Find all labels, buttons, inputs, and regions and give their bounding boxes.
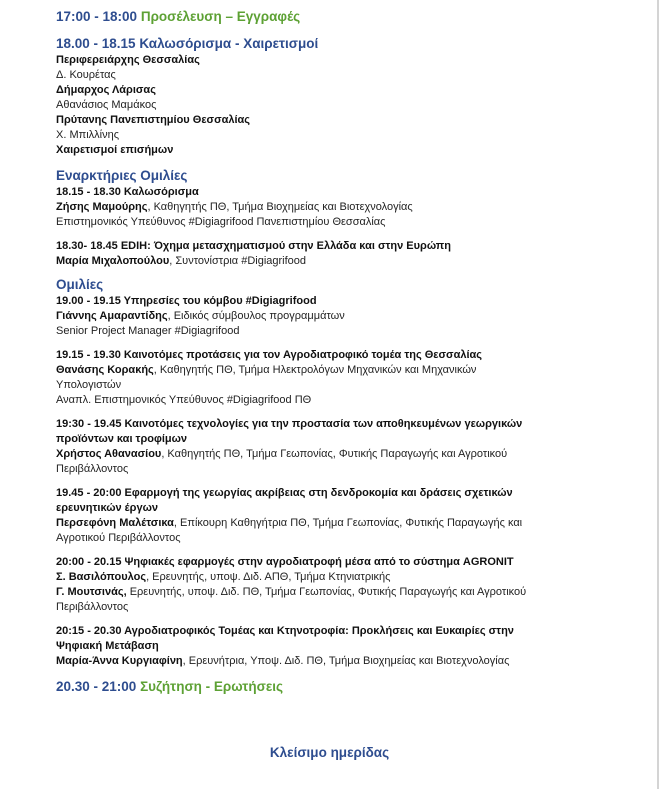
line-normal-text: Δ. Κουρέτας bbox=[56, 69, 116, 81]
agenda-line bbox=[56, 128, 596, 143]
line-normal-text: , Επίκουρη Καθηγήτρια ΠΘ, Τμήμα Γεωπονίας, Φυτικής Παραγωγής και bbox=[173, 517, 523, 529]
agenda-line bbox=[56, 393, 596, 408]
welcome-title: Καλωσόρισμα - Χαιρετισμοί bbox=[139, 36, 319, 51]
agenda-line bbox=[56, 309, 596, 324]
line-bold-text: Ζήσης Μαμούρης bbox=[56, 201, 148, 213]
line-normal-text: , Ερευνήτρια, Υποψ. Διδ. ΠΘ, Τμήμα Βιοχημείας και Βιοτεχνολογίας bbox=[182, 655, 510, 667]
line-bold-text: 19.00 - 19.15 Υπηρεσίες του κόμβου #Digiagrifood bbox=[56, 295, 317, 307]
agenda-line bbox=[56, 363, 596, 378]
line-bold-text: 19:30 - 19.45 Καινοτόμες τεχνολογίες για την προστασία των αποθηκευμένων γεωργικών bbox=[56, 418, 523, 430]
agenda-line bbox=[56, 555, 596, 570]
line-normal-text: , Καθηγητής ΠΘ, Τμήμα Γεωπονίας, Φυτικής Παραγωγής και Αγροτικού bbox=[161, 448, 508, 460]
line-bold-text: Μαρία-Άννα Κυργιαφίνη bbox=[56, 655, 183, 667]
opening-heading: Εναρκτήριες Ομιλίες bbox=[56, 168, 188, 183]
line-bold-text: ερευνητικών έργων bbox=[56, 502, 158, 514]
line-normal-text: Επιστημονικός Υπεύθυνος #Digiagrifood Πανεπιστημίου Θεσσαλίας bbox=[56, 216, 386, 228]
welcome-list bbox=[56, 53, 596, 158]
agenda-line bbox=[56, 254, 596, 269]
line-bold-text: Θανάσης Κορακής bbox=[56, 364, 154, 376]
agenda-line bbox=[56, 447, 596, 462]
line-bold-text: Μαρία Μιχαλοπούλου bbox=[56, 255, 170, 267]
welcome-time: 18.00 - 18.15 bbox=[56, 36, 136, 51]
agenda-line bbox=[56, 639, 596, 654]
agenda-line bbox=[56, 143, 596, 158]
discussion-heading bbox=[56, 678, 596, 696]
agenda-line bbox=[56, 185, 596, 200]
line-normal-text: Ερευνητής, υποψ. Διδ. ΠΘ, Τμήμα Γεωπονίας, Φυτικής Παραγωγής και Αγροτικού bbox=[126, 586, 527, 598]
line-normal-text: Χ. Μπιλλίνης bbox=[56, 129, 120, 141]
agenda-line bbox=[56, 531, 596, 546]
arrival-title: Προσέλευση – Εγγραφές bbox=[140, 9, 301, 24]
line-bold-text: Πρύτανης Πανεπιστημίου Θεσσαλίας bbox=[56, 114, 251, 126]
line-bold-text: Γ. Μουτσινάς, bbox=[56, 586, 127, 598]
agenda-item bbox=[56, 417, 596, 477]
line-bold-text: 20:15 - 20.30 Αγροδιατροφικός Τομέας και Κτηνοτροφία: Προκλήσεις και Ευκαιρίες στην bbox=[56, 625, 514, 637]
talks-heading: Ομιλίες bbox=[56, 277, 104, 292]
line-normal-text: , Ειδικός σύμβουλος προγραμμάτων bbox=[167, 310, 345, 322]
agenda-line bbox=[56, 239, 596, 254]
line-normal-text: Αγροτικού Περιβάλλοντος bbox=[56, 532, 181, 544]
agenda-line bbox=[56, 324, 596, 339]
agenda-line bbox=[56, 348, 596, 363]
agenda-line bbox=[56, 570, 596, 585]
line-bold-text: Περσεφόνη Μαλέτσικα bbox=[56, 517, 174, 529]
agenda-line bbox=[56, 585, 596, 600]
agenda-line bbox=[56, 600, 596, 615]
line-bold-text: 20:00 - 20.15 Ψηφιακές εφαρμογές στην αγροδιατροφή μέσα από το σύστημα AGRONIT bbox=[56, 556, 514, 568]
agenda-item bbox=[56, 624, 596, 669]
line-normal-text: Αναπλ. Επιστημονικός Υπεύθυνος #Digiagrifood ΠΘ bbox=[56, 394, 312, 406]
agenda-line bbox=[56, 68, 596, 83]
line-bold-text: 18.30- 18.45 EDIH: Όχημα μετασχηματισμού στην Ελλάδα και στην Ευρώπη bbox=[56, 240, 451, 252]
agenda-line bbox=[56, 486, 596, 501]
opening-list bbox=[56, 185, 596, 269]
line-bold-text: Δήμαρχος Λάρισας bbox=[56, 84, 156, 96]
line-bold-text: προϊόντων και τροφίμων bbox=[56, 433, 188, 445]
agenda-item bbox=[56, 294, 596, 339]
discussion-time: 20.30 - 21:00 bbox=[56, 679, 137, 694]
welcome-heading bbox=[56, 35, 596, 53]
line-normal-text: , Ερευνητής, υποψ. Διδ. ΑΠΘ, Τμήμα Κτηνιατρικής bbox=[146, 571, 391, 583]
agenda-line bbox=[56, 200, 596, 215]
line-bold-text: 18.15 - 18.30 Καλωσόρισμα bbox=[56, 186, 199, 198]
discussion-title: Συζήτηση - Ερωτήσεις bbox=[140, 679, 283, 694]
talks-list bbox=[56, 294, 596, 669]
agenda-item bbox=[56, 486, 596, 546]
line-normal-text: , Καθηγητής ΠΘ, Τμήμα Ηλεκτρολόγων Μηχανικών και Μηχανικών bbox=[153, 364, 477, 376]
agenda-line bbox=[56, 53, 596, 68]
line-bold-text: Σ. Βασιλόπουλος bbox=[56, 571, 147, 583]
agenda-line bbox=[56, 501, 596, 516]
closing-text: Κλείσιμο ημερίδας bbox=[269, 745, 390, 760]
agenda-line bbox=[56, 417, 596, 432]
agenda-line bbox=[56, 294, 596, 309]
agenda-line bbox=[56, 98, 596, 113]
line-bold-text: 19.15 - 19.30 Καινοτόμες προτάσεις για τον Αγροδιατροφικό τομέα της Θεσσαλίας bbox=[56, 349, 482, 361]
agenda-line bbox=[56, 462, 596, 477]
line-normal-text: Υπολογιστών bbox=[56, 379, 122, 391]
line-normal-text: Senior Project Manager #Digiagrifood bbox=[56, 325, 240, 337]
line-bold-text: Ψηφιακή Μετάβαση bbox=[56, 640, 159, 652]
agenda-line bbox=[56, 378, 596, 393]
line-bold-text: 19.45 - 20:00 Εφαρμογή της γεωργίας ακρίβειας στη δενδροκομία και δράσεις σχετικών bbox=[56, 487, 513, 499]
line-normal-text: , Συντονίστρια #Digiagrifood bbox=[169, 255, 307, 267]
agenda-line bbox=[56, 516, 596, 531]
arrival-heading bbox=[56, 8, 596, 26]
line-normal-text: Αθανάσιος Μαμάκος bbox=[56, 99, 157, 111]
line-normal-text: , Καθηγητής ΠΘ, Τμήμα Βιοχημείας και Βιοτεχνολογίας bbox=[147, 201, 413, 213]
line-normal-text: Περιβάλλοντος bbox=[56, 463, 129, 475]
agenda-line bbox=[56, 654, 596, 669]
line-bold-text: Περιφερειάρχης Θεσσαλίας bbox=[56, 54, 200, 66]
agenda-line bbox=[56, 113, 596, 128]
agenda bbox=[56, 8, 596, 696]
agenda-item bbox=[56, 185, 596, 230]
agenda-line bbox=[56, 432, 596, 447]
agenda-line bbox=[56, 215, 596, 230]
agenda-line bbox=[56, 83, 596, 98]
line-bold-text: Χρήστος Αθανασίου bbox=[56, 448, 162, 460]
line-normal-text: Περιβάλλοντος bbox=[56, 601, 129, 613]
agenda-item bbox=[56, 555, 596, 615]
agenda-item bbox=[56, 239, 596, 269]
agenda-line bbox=[56, 624, 596, 639]
arrival-time: 17:00 - 18:00 bbox=[56, 9, 138, 24]
agenda-item bbox=[56, 348, 596, 408]
line-bold-text: Χαιρετισμοί επισήμων bbox=[56, 144, 174, 156]
line-bold-text: Γιάννης Αμαραντίδης bbox=[56, 310, 168, 322]
